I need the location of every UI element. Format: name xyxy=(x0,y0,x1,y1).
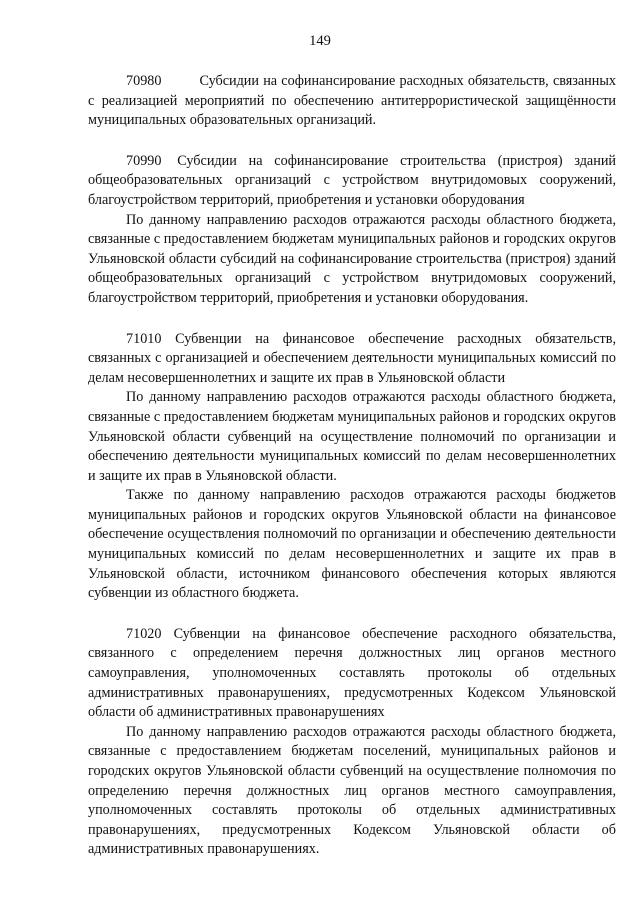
budget-code: 71020 xyxy=(126,625,162,642)
section-71020 xyxy=(88,625,616,860)
section-paragraph: Также по данному направлению расходов отражаются расходы бюджетов муниципальных районов и городских округов Ульяновской области на финансовое обеспечение осуществления полномочий по организации и обеспечению деятельности муниципальных комиссий по делам несовершеннолетних и защите их прав в Ульяновской области, источником финансового обеспечения которых являются субвенции из областного бюджета. xyxy=(88,487,616,602)
section-heading xyxy=(88,625,616,723)
section-title: Субсидии на софинансирование расходных обязательств, связанных с реализацией мероприятий по обеспечению антитеррористической защищённости муниципальных образовательных организаций. xyxy=(88,73,616,129)
document-body xyxy=(88,72,616,881)
section-title: Субвенции на финансовое обеспечение расходных обязательств, связанных с организацией и обеспечением деятельности муниципальных комиссий по делам несовершеннолетних и защите их прав в Ульяновской области xyxy=(88,330,616,386)
section-heading xyxy=(88,330,616,389)
section-title: Субсидии на софинансирование строительства (пристроя) зданий общеобразовательных организаций с устройством внутридомовых сооружений, благоустройством территорий, приобретения и установки оборудования xyxy=(88,152,617,208)
section-71010 xyxy=(88,330,616,604)
budget-code: 70980 xyxy=(126,73,162,89)
budget-code: 70990 xyxy=(126,152,162,169)
section-heading xyxy=(88,72,616,131)
section-paragraph: По данному направлению расходов отражаются расходы областного бюджета, связанные с предоставлением бюджетам муниципальных районов и городских округов Ульяновской области субвенций на осуществление полномочий по организации и обеспечению деятельности муниципальных комиссий по делам несовершеннолетних и защите их прав в Ульяновской области. xyxy=(88,389,616,484)
section-70990 xyxy=(88,152,616,309)
section-paragraph: По данному направлению расходов отражаются расходы областного бюджета, связанные с предоставлением бюджетам поселений, муниципальных районов и городских округов Ульяновской области субвенций на осуществление полномочия по определению перечня должностных лиц органов местного самоуправления, уполномоченных составлять протоколы об отдельных административных правонарушениях, предусмотренных Кодексом Ульяновской области об административных правонарушениях. xyxy=(88,723,616,858)
budget-code: 71010 xyxy=(126,330,162,347)
section-70980 xyxy=(88,72,616,131)
section-title: Субвенции на финансовое обеспечение расходного обязательства, связанного с определением перечня должностных лиц органов местного самоуправления, уполномоченных составлять протоколы об отдельных административных правонарушениях, предусмотренных Кодексом Ульяновской области об административных правонарушениях xyxy=(88,625,616,721)
section-heading xyxy=(88,152,616,211)
section-paragraph: По данному направлению расходов отражаются расходы областного бюджета, связанные с предоставлением бюджетам муниципальных районов и городских округов Ульяновской области субсидий на софинансирование строительства (пристроя) зданий общеобразовательных организаций с устройством внутридомовых сооружений, благоустройством территорий, приобретения и установки оборудования. xyxy=(88,211,616,306)
page-number: 149 xyxy=(309,33,331,49)
